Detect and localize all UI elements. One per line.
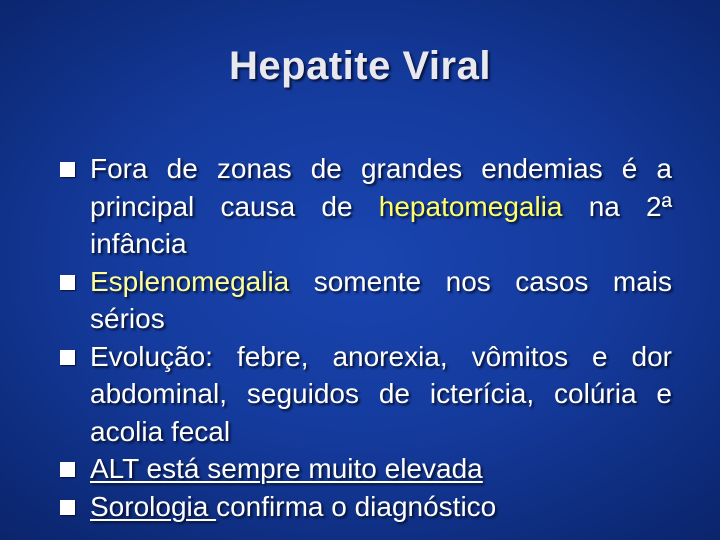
bullet-item	[60, 488, 672, 526]
bullet-text: Fora de zonas de grandes endemias é a principal causa de	[90, 153, 672, 222]
bullet-item	[60, 338, 672, 451]
square-bullet-icon	[60, 162, 75, 177]
bullet-item	[60, 150, 672, 263]
bullet-text: na 2ª infância	[90, 190, 672, 259]
highlight-term: hepatomegalia	[378, 190, 563, 222]
square-bullet-icon	[60, 462, 75, 477]
bullet-item	[60, 263, 672, 338]
bullet-item	[60, 450, 672, 488]
bullet-text: Evolução: febre, anorexia, vômitos e dor abdominal, seguidos de icterícia, colúria e acolia fecal	[90, 340, 672, 447]
square-bullet-icon	[60, 350, 75, 365]
underlined-term: Sorologia	[90, 490, 217, 522]
square-bullet-icon	[60, 500, 75, 515]
square-bullet-icon	[60, 275, 75, 290]
highlight-term: Esplenomegalia	[90, 265, 290, 297]
slide-title: Hepatite Viral	[229, 44, 491, 88]
bullet-list	[60, 150, 672, 525]
bullet-text: ALT está sempre muito elevada	[90, 453, 483, 484]
bullet-text: somente nos casos mais sérios	[90, 265, 672, 334]
bullet-text: confirma o diagnóstico	[216, 490, 497, 522]
